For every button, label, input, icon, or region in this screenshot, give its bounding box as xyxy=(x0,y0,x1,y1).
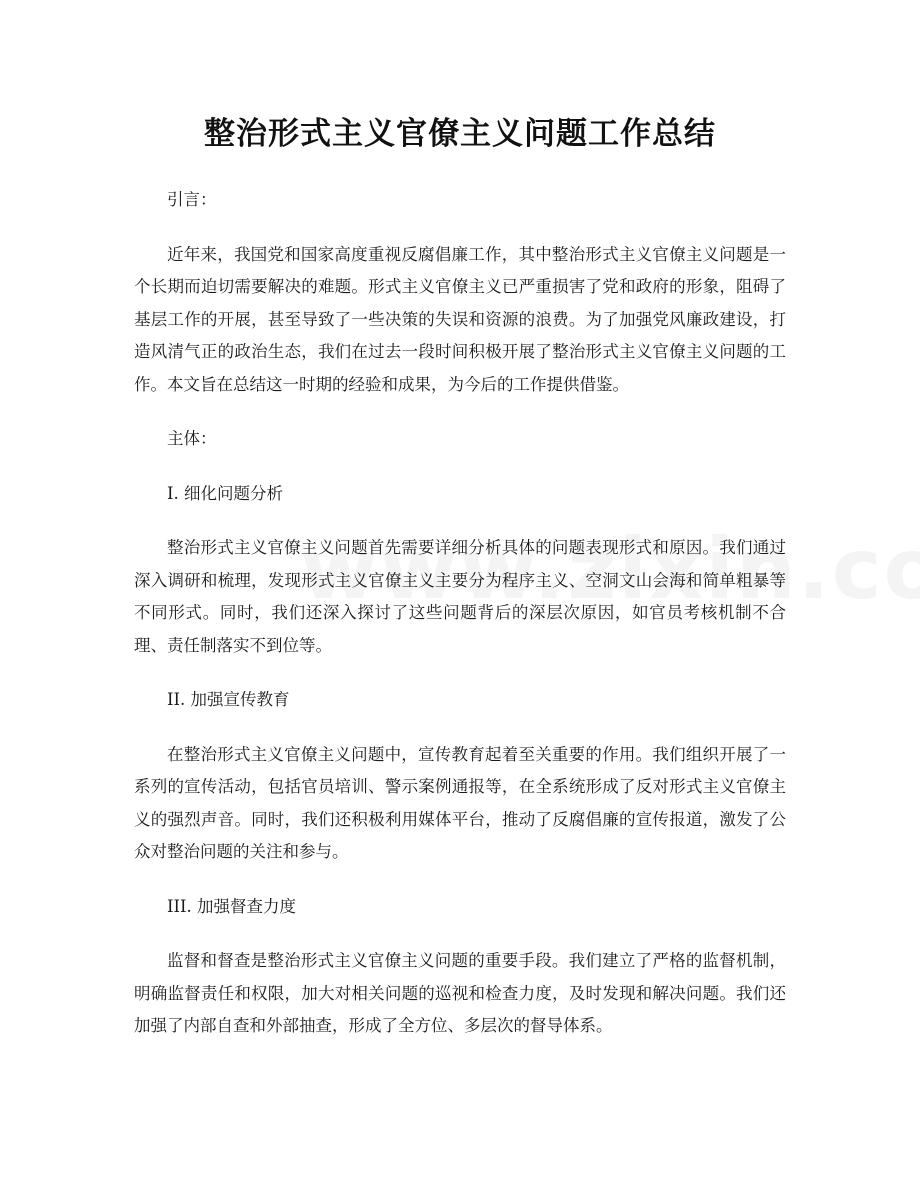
section-paragraph-1: 整治形式主义官僚主义问题首先需要详细分析具体的问题表现形式和原因。我们通过深入调研和梳理，发现形式主义官僚主义主要分为程序主义、空洞文山会海和简单粗暴等不同形式。同时，我们还深入探讨了这些问题背后的深层次原因，如官员考核机制不合理、责任制落实不到位等。 xyxy=(134,538,786,655)
document-title: 整治形式主义官僚主义问题工作总结 xyxy=(204,116,716,152)
section-heading-2: II. 加强宣传教育 xyxy=(167,690,290,709)
section-paragraph-2: 在整治形式主义官僚主义问题中，宣传教育起着至关重要的作用。我们组织开展了一系列的宣传活动，包括官员培训、警示案例通报等，在全系统形成了反对形式主义官僚主义的强烈声音。同时，我们还积极利用媒体平台，推动了反腐倡廉的宣传报道，激发了公众对整治问题的关注和参与。 xyxy=(134,744,786,861)
section-heading-3: III. 加强督查力度 xyxy=(167,896,297,916)
document-body xyxy=(134,184,786,1065)
intro-paragraph: 近年来，我国党和国家高度重视反腐倡廉工作，其中整治形式主义官僚主义问题是一个长期而迫切需要解决的难题。形式主义官僚主义已严重损害了党和政府的形象，阻碍了基层工作的开展，甚至导致了一些决策的失误和资源的浪费。为了加强党风廉政建设，打造风清气正的政治生态，我们在过去一段时间积极开展了整治形式主义官僚主义问题的工作。本文旨在总结这一时期的经验和成果，为今后的工作提供借鉴。 xyxy=(134,244,786,394)
intro-label: 引言： xyxy=(167,190,217,209)
body-label: 主体： xyxy=(167,429,217,448)
section-heading-1: I. 细化问题分析 xyxy=(167,483,284,503)
section-paragraph-3: 监督和督查是整治形式主义官僚主义问题的重要手段。我们建立了严格的监督机制，明确监督责任和权限，加大对相关问题的巡视和检查力度，及时发现和解决问题。我们还加强了内部自查和外部抽查，形成了全方位、多层次的督导体系。 xyxy=(134,951,786,1035)
